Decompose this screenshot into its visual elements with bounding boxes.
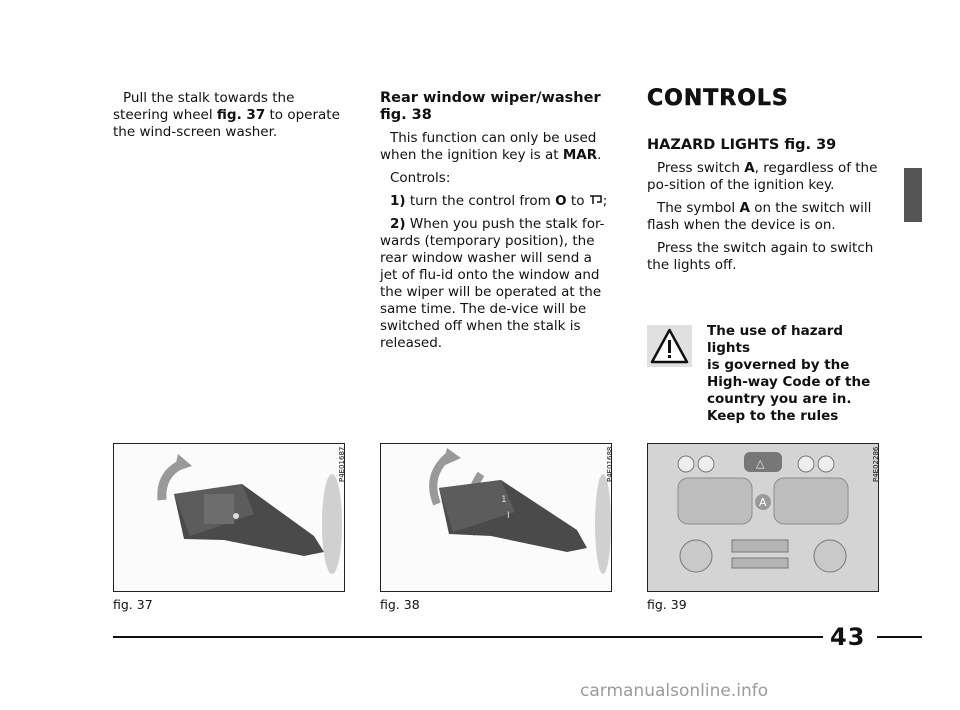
warning-line-1: The use of hazard lights: [707, 323, 844, 356]
section-title: CONTROLS: [647, 86, 789, 111]
svg-text:△: △: [756, 457, 765, 470]
warning-box: [647, 323, 879, 425]
rear-wiper-controls-label: Controls:: [390, 170, 451, 186]
svg-text:A: A: [759, 496, 767, 509]
hazard-paragraph-2: The symbol A on the switch will flash when the device is on.: [647, 200, 872, 233]
rear-wiper-step-2: 2) When you push the stalk for-wards (temporary position), the rear window washer will send a jet of flu-id onto the window and the wiper will be operated at the same time. The de-vice will be switched off when the stalk is released.: [380, 216, 605, 351]
figure-38: [380, 443, 612, 592]
page-number: 43: [830, 623, 866, 651]
footer-rule-right: [877, 636, 922, 638]
warning-rest: is governed by the High-way Code of the country you are in. Keep to the rules: [707, 357, 871, 424]
figure-37-label: fig. 37: [113, 597, 153, 612]
rear-wiper-heading: Rear window wiper/washer fig. 38: [380, 90, 601, 123]
figure-39: [647, 443, 879, 592]
figure-39-code: P4E02286: [872, 446, 880, 482]
column-3: [647, 137, 879, 280]
svg-text:1: 1: [501, 495, 507, 505]
rear-wiper-paragraph-1: This function can only be used when the ignition key is at MAR.: [380, 130, 602, 163]
hazard-paragraph-3: Press the switch again to switch the lights off.: [647, 240, 874, 273]
wiper-symbol-icon: [589, 194, 603, 206]
figure-39-label: fig. 39: [647, 597, 687, 612]
footer-rule-left: [113, 636, 823, 638]
figure-38-code: P4E01688: [606, 446, 614, 482]
column-1: [113, 90, 343, 147]
figure-38-label: fig. 38: [380, 597, 420, 612]
column-2: [380, 90, 611, 358]
figure-37-code: P4E01687: [338, 446, 346, 482]
section-tab: [904, 168, 922, 222]
figure-37: [113, 443, 345, 592]
hazard-lights-heading: HAZARD LIGHTS fig. 39: [647, 137, 837, 153]
windscreen-washer-paragraph: Pull the stalk towards the steering wheel fig. 37 to operate the wind-screen washer.: [113, 90, 340, 140]
hazard-paragraph-1: Press switch A, regardless of the po-sition of the ignition key.: [647, 160, 878, 193]
svg-text:I: I: [507, 511, 510, 521]
watermark: carmanualsonline.info: [580, 681, 769, 701]
rear-wiper-step-1: 1) turn the control from O to ;: [390, 193, 608, 209]
